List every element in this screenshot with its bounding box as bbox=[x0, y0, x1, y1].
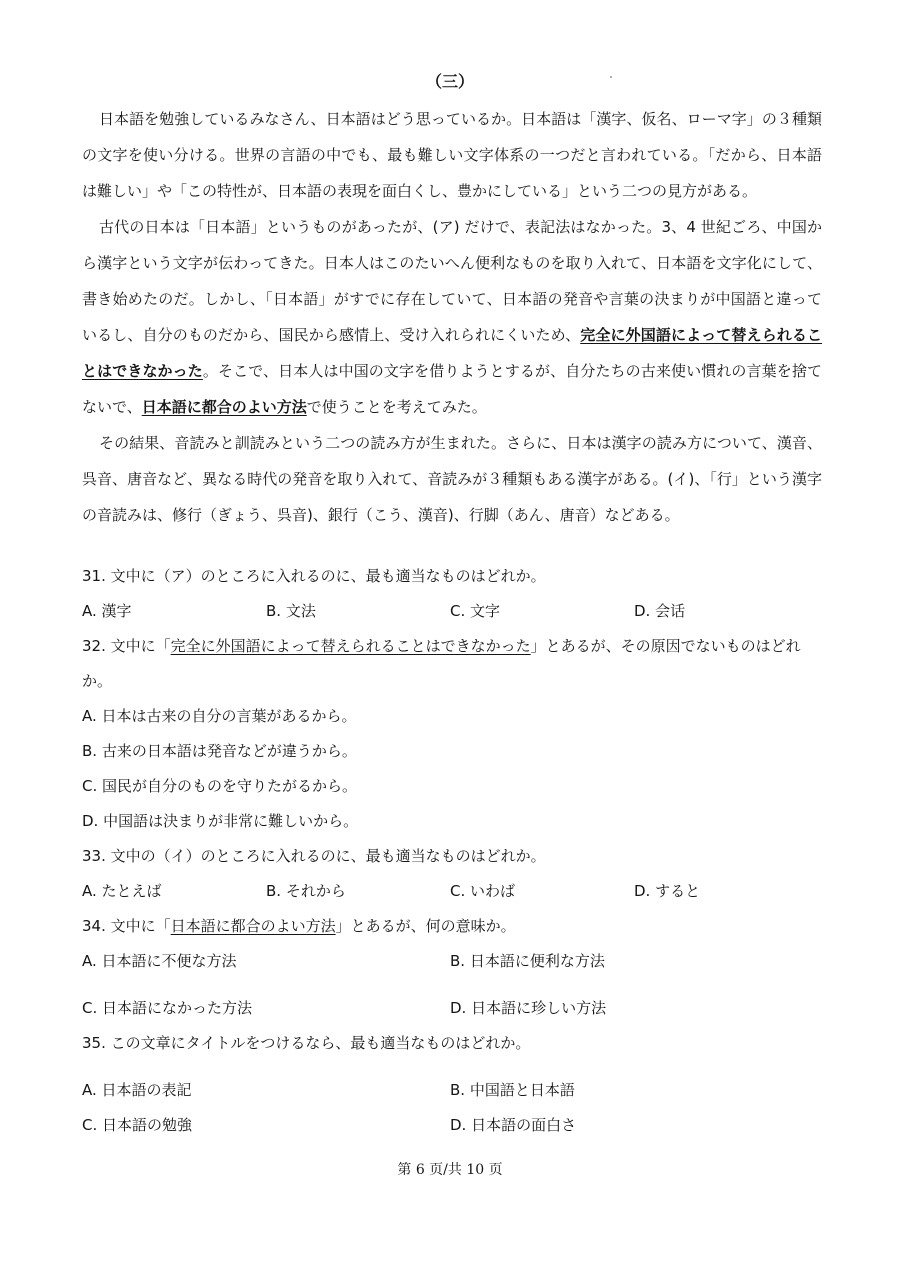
passage-paragraph-2 bbox=[82, 209, 822, 425]
option-33-b[interactable]: B. それから bbox=[266, 882, 346, 900]
option-34-a[interactable]: A. 日本語に不便な方法 bbox=[82, 952, 237, 970]
option-31-c[interactable]: C. 文字 bbox=[450, 602, 501, 620]
question-31 bbox=[82, 559, 822, 629]
option-32-c[interactable]: C. 国民が自分のものを守りたがるから。 bbox=[82, 777, 358, 795]
question-34-stem-post: 」とあるが、何の意味か。 bbox=[335, 917, 516, 935]
option-31-d[interactable]: D. 会话 bbox=[634, 602, 686, 620]
option-34-d[interactable]: D. 日本語に珍しい方法 bbox=[450, 999, 607, 1017]
question-32-stem-pre: 32. 文中に「 bbox=[82, 637, 171, 655]
question-32-stem-underline: 完全に外国語によって替えられることはできなかった bbox=[170, 637, 531, 655]
section-title: （三） bbox=[425, 72, 474, 91]
question-34 bbox=[82, 909, 822, 1026]
question-32 bbox=[82, 629, 822, 839]
question-34-stem-underline: 日本語に都合のよい方法 bbox=[170, 917, 336, 935]
passage-paragraph-3: その結果、音読みと訓読みという二つの読み方が生まれた。さらに、日本は漢字の読み方について、漢音、呉音、唐音など、異なる時代の発音を取り入れて、音読みが３種類もある漢字がある。(イ)、「行」という漢字の音読みは、修行（ぎょう、呉音)、銀行（こう、漢音)、行脚（あん、唐音）などある。 bbox=[82, 434, 822, 524]
page-number-footer: 第 6 页/共 10 页 bbox=[397, 1162, 503, 1178]
reading-passage bbox=[82, 101, 822, 533]
question-31-stem: 31. 文中に（ア）のところに入れるのに、最も適当なものはどれか。 bbox=[82, 567, 546, 585]
spacer bbox=[82, 979, 822, 991]
question-33-options bbox=[82, 874, 822, 909]
question-33 bbox=[82, 839, 822, 909]
question-35 bbox=[82, 1026, 822, 1143]
question-34-stem bbox=[82, 909, 822, 944]
question-31-options bbox=[82, 594, 822, 629]
passage-paragraph-1: 日本語を勉強しているみなさん、日本語はどう思っているか。日本語は「漢字、仮名、ローマ字」の３種類の文字を使い分ける。世界の言語の中でも、最も難しい文字体系の一つだと言われている。「だから、日本語は難しい」や「この特性が、日本語の表現を面白くし、豊かにしている」という二つの見方がある。 bbox=[82, 110, 822, 200]
option-33-a[interactable]: A. たとえば bbox=[82, 882, 162, 900]
question-list bbox=[82, 559, 822, 1143]
passage-underline-1: 完全に外国語によって替えられることはできなかった bbox=[82, 326, 822, 380]
option-34-b[interactable]: B. 日本語に便利な方法 bbox=[450, 952, 605, 970]
question-34-options-row-2 bbox=[82, 991, 822, 1026]
option-32-a[interactable]: A. 日本は古来の自分の言葉があるから。 bbox=[82, 707, 357, 725]
question-35-options-row-1 bbox=[82, 1073, 822, 1108]
option-33-c[interactable]: C. いわば bbox=[450, 882, 516, 900]
question-35-options-row-2 bbox=[82, 1108, 822, 1143]
question-33-stem: 33. 文中の（イ）のところに入れるのに、最も適当なものはどれか。 bbox=[82, 847, 546, 865]
option-31-a[interactable]: A. 漢字 bbox=[82, 602, 132, 620]
question-34-stem-pre: 34. 文中に「 bbox=[82, 917, 171, 935]
option-32-d[interactable]: D. 中国語は決まりが非常に難しいから。 bbox=[82, 812, 359, 830]
spacer bbox=[82, 1061, 822, 1073]
question-35-stem: 35. この文章にタイトルをつけるなら、最も適当なものはどれか。 bbox=[82, 1034, 531, 1052]
question-32-stem bbox=[82, 629, 822, 699]
option-35-c[interactable]: C. 日本語の勉強 bbox=[82, 1116, 193, 1134]
option-35-b[interactable]: B. 中国語と日本語 bbox=[450, 1081, 575, 1099]
option-33-d[interactable]: D. すると bbox=[634, 882, 701, 900]
option-35-d[interactable]: D. 日本語の面白さ bbox=[450, 1116, 577, 1134]
option-35-a[interactable]: A. 日本語の表記 bbox=[82, 1081, 192, 1099]
option-32-b[interactable]: B. 古来の日本語は発音などが違うから。 bbox=[82, 742, 357, 760]
question-32-stem-post: 」とあるが、その原因でないものはどれか。 bbox=[82, 637, 801, 690]
option-31-b[interactable]: B. 文法 bbox=[266, 602, 316, 620]
passage-p2-text-3: で使うことを考えてみた。 bbox=[306, 398, 487, 416]
passage-p2-text-2: 。そこで、日本人は中国の文字を借りようとするが、自分たちの古来使い慣れの言葉を捨てないで、 bbox=[82, 362, 822, 416]
option-34-c[interactable]: C. 日本語になかった方法 bbox=[82, 999, 253, 1017]
passage-underline-2: 日本語に都合のよい方法 bbox=[141, 398, 307, 416]
question-34-options-row-1 bbox=[82, 944, 822, 979]
passage-p2-text-1: 古代の日本は「日本語」というものがあったが、(ア) だけで、表記法はなかった。3、4 世紀ごろ、中国から漢字という文字が伝わってきた。日本人はこのたいへん便利なものを取り入れて、日本語を文字化にして、書き始めたのだ。しかし、「日本語」がすでに存在していて、日本語の発音や言葉の決まりが中国語と違っているし、自分のものだから、国民から感情上、受け入れられにくいため、 bbox=[82, 218, 822, 344]
